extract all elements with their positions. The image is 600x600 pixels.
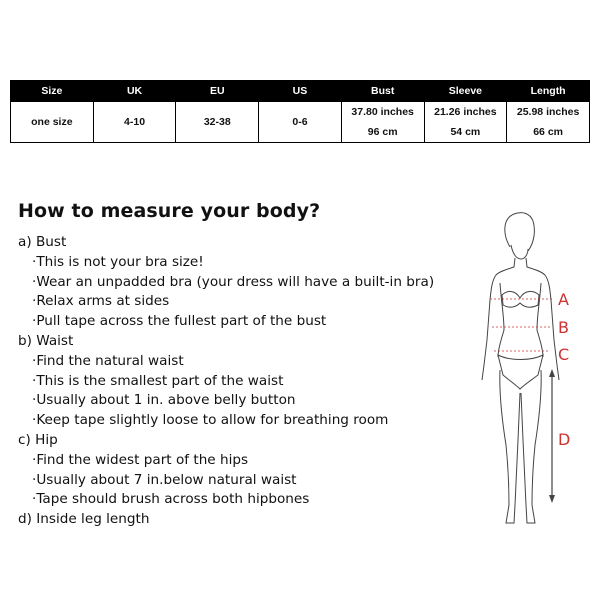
left-arm-outline: [482, 258, 515, 380]
label-b: B: [558, 318, 569, 337]
waist-heading: b) Waist: [18, 332, 74, 349]
list-item: ·Find the widest part of the hips: [32, 451, 249, 468]
arrow-up-icon: [549, 369, 555, 377]
bust-cm: 96 cm: [367, 126, 398, 138]
list-item: ·Usually about 7 in.below natural waist: [32, 471, 297, 488]
measure-guide: [18, 233, 458, 530]
cell-us: 0-6: [259, 102, 342, 143]
cell-uk: 4-10: [93, 102, 176, 143]
list-item: ·Usually about 1 in. above belly button: [32, 392, 296, 409]
left-leg-outline: [500, 370, 520, 523]
inside-leg-heading: d) Inside leg length: [18, 511, 150, 528]
table-row: [11, 102, 590, 143]
sleeve-cm: 54 cm: [450, 126, 481, 138]
label-c: C: [558, 345, 570, 364]
list-item: ·Find the natural waist: [32, 352, 184, 369]
header-eu: EU: [176, 81, 259, 102]
header-size: Size: [11, 81, 94, 102]
size-chart-header-row: [11, 81, 590, 102]
header-uk: UK: [93, 81, 176, 102]
underwear-outline: [498, 355, 543, 389]
length-cm: 66 cm: [533, 126, 563, 138]
right-leg-outline: [521, 370, 541, 523]
list-item: ·Keep tape slightly loose to allow for breathing room: [32, 412, 389, 429]
page-title: How to measure your body?: [18, 200, 321, 222]
list-item: ·Relax arms at sides: [32, 293, 170, 310]
sleeve-inches: 21.26 inches: [434, 106, 497, 118]
face-outline: [511, 245, 528, 259]
list-item: ·Tape should brush across both hipbones: [32, 491, 310, 508]
cell-bust: [341, 102, 424, 143]
list-item: ·Wear an unpadded bra (your dress will have a built-in bra): [32, 273, 435, 290]
cell-size: one size: [11, 102, 94, 143]
body-measurement-figure: [470, 205, 585, 535]
size-chart-table: [10, 80, 590, 143]
head-outline: [505, 213, 535, 251]
header-bust: Bust: [341, 81, 424, 102]
length-inches: 25.98 inches: [516, 106, 580, 118]
right-arm-outline: [526, 258, 559, 380]
label-d: D: [558, 430, 571, 449]
bust-inches: 37.80 inches: [351, 106, 414, 118]
cell-eu: 32-38: [176, 102, 259, 143]
header-sleeve: Sleeve: [424, 81, 507, 102]
header-length: Length: [507, 81, 590, 102]
list-item: ·This is not your bra size!: [32, 253, 204, 270]
cell-sleeve: [424, 102, 507, 143]
arrow-down-icon: [549, 495, 555, 503]
bust-heading: a) Bust: [18, 234, 67, 250]
list-item: ·Pull tape across the fullest part of the bust: [32, 313, 327, 330]
list-item: ·This is the smallest part of the waist: [32, 372, 284, 389]
cell-length: [507, 102, 590, 143]
hip-heading: c) Hip: [18, 431, 58, 448]
header-us: US: [259, 81, 342, 102]
label-a: A: [558, 290, 569, 309]
